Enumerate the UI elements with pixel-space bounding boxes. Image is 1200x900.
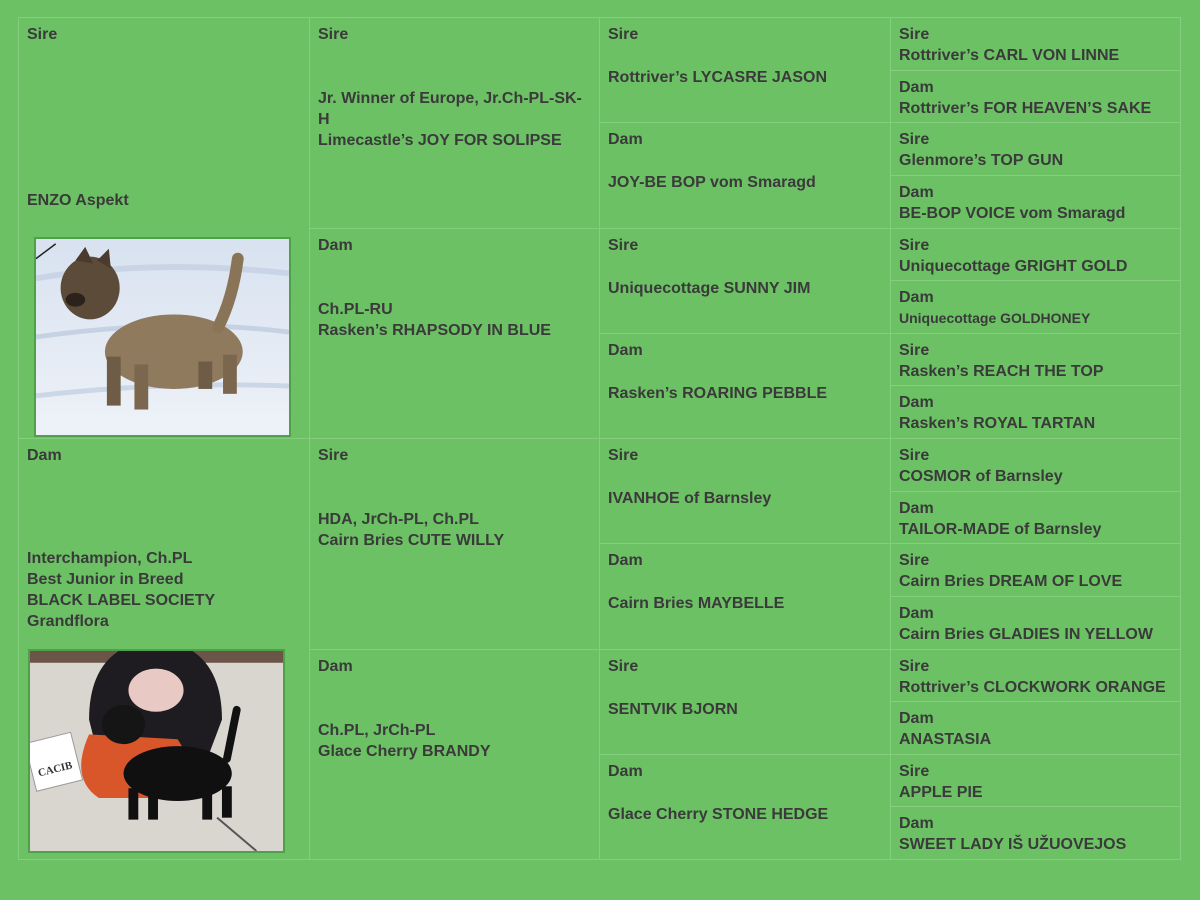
role-label: Sire	[27, 26, 58, 43]
g4-name: ANASTASIA	[899, 731, 992, 749]
role-label: Sire	[899, 447, 930, 464]
role-label: Sire	[318, 447, 349, 464]
g3-dam-cell	[600, 544, 891, 649]
role-label: Dam	[608, 552, 643, 570]
g3-name: Rasken’s ROARING PEBBLE	[608, 384, 828, 402]
role-label: Sire	[899, 762, 930, 780]
g4-name: TAILOR-MADE of Barnsley	[899, 520, 1102, 538]
g4-name: BE-BOP VOICE vom Smaragd	[899, 204, 1126, 222]
g4-name: Rottriver’s CLOCKWORK ORANGE	[899, 678, 1166, 696]
g4-name: Rottriver’s FOR HEAVEN’S SAKE	[899, 99, 1152, 117]
role-label: Dam	[608, 131, 643, 149]
g4-sire-cell	[891, 229, 1181, 282]
dog-on-snow-photo	[36, 239, 289, 435]
g3-sire-cell	[600, 229, 891, 334]
role-label: Sire	[899, 552, 930, 570]
g4-name: Glenmore’s TOP GUN	[899, 152, 1064, 170]
g3-name: Uniquecottage SUNNY JIM	[608, 279, 811, 297]
g4-sire-cell	[891, 439, 1181, 492]
g4-name: APPLE PIE	[899, 783, 983, 801]
role-label: Sire	[899, 236, 930, 254]
g3-name: SENTVIK BJORN	[608, 700, 738, 718]
g2-dam-cell	[310, 650, 600, 861]
g4-name: Cairn Bries GLADIES IN YELLOW	[899, 625, 1153, 643]
role-label: Dam	[608, 341, 643, 359]
role-label: Dam	[318, 657, 353, 675]
role-label: Sire	[899, 131, 930, 149]
role-label: Sire	[899, 341, 930, 359]
sire-cell	[19, 18, 310, 439]
role-label: Dam	[899, 604, 934, 622]
g2-name: Jr. Winner of Europe, Jr.Ch-PL-SK-H Limecastle’s JOY FOR SOLIPSE	[318, 90, 582, 149]
g3-name: Rottriver’s LYCASRE JASON	[608, 69, 828, 86]
role-label: Sire	[608, 236, 639, 254]
g4-name: Uniquecottage GOLDHONEY	[899, 310, 1091, 327]
g3-sire-cell	[600, 650, 891, 755]
role-label: Dam	[899, 78, 934, 96]
g4-name: Rasken’s ROYAL TARTAN	[899, 415, 1096, 433]
role-label: Sire	[899, 657, 930, 675]
g4-sire-cell	[891, 18, 1181, 71]
g4-sire-cell	[891, 334, 1181, 387]
g4-name: Rottriver’s CARL VON LINNE	[899, 47, 1120, 64]
g2-name: HDA, JrCh-PL, Ch.PL Cairn Bries CUTE WILLY	[318, 511, 505, 549]
sire-photo	[34, 237, 291, 437]
g3-sire-cell	[600, 18, 891, 123]
g3-name: IVANHOE of Barnsley	[608, 490, 772, 507]
dog-show-photo	[30, 651, 283, 851]
g3-dam-cell	[600, 755, 891, 860]
g4-name: Rasken’s REACH THE TOP	[899, 362, 1104, 380]
g3-name: Glace Cherry STONE HEDGE	[608, 805, 829, 823]
g4-dam-cell	[891, 176, 1181, 229]
role-label: Dam	[318, 236, 353, 254]
g4-name: Cairn Bries DREAM OF LOVE	[899, 573, 1123, 591]
g4-dam-cell	[891, 71, 1181, 124]
g4-name: COSMOR of Barnsley	[899, 468, 1063, 485]
dam-name: Interchampion, Ch.PL Best Junior in Breed BLACK LABEL SOCIETY Grandflora	[27, 550, 216, 630]
pedigree-table	[18, 17, 1181, 860]
role-label: Sire	[608, 447, 639, 464]
g2-name: Ch.PL-RU Rasken’s RHAPSODY IN BLUE	[318, 300, 551, 339]
g3-sire-cell	[600, 439, 891, 544]
g3-name: JOY-BE BOP vom Smaragd	[608, 174, 816, 192]
role-label: Sire	[608, 26, 639, 43]
role-label: Dam	[899, 289, 934, 307]
g3-dam-cell	[600, 123, 891, 228]
role-label: Dam	[899, 710, 934, 728]
g3-name: Cairn Bries MAYBELLE	[608, 595, 785, 613]
g2-name: Ch.PL, JrCh-PL Glace Cherry BRANDY	[318, 721, 491, 760]
g4-dam-cell	[891, 492, 1181, 545]
g4-name: Uniquecottage GRIGHT GOLD	[899, 257, 1128, 275]
g4-dam-cell	[891, 702, 1181, 755]
g4-sire-cell	[891, 755, 1181, 808]
dam-photo	[28, 649, 285, 853]
g2-sire-cell	[310, 18, 600, 229]
role-label: Sire	[318, 26, 349, 43]
dam-cell	[19, 439, 310, 860]
role-label: Dam	[899, 815, 934, 833]
g4-dam-cell	[891, 386, 1181, 439]
role-label: Sire	[899, 26, 930, 43]
cacib-badge: CACIB	[36, 759, 74, 780]
role-label: Dam	[608, 762, 643, 780]
role-label: Dam	[899, 394, 934, 412]
role-label: Dam	[899, 183, 934, 201]
g4-dam-cell	[891, 281, 1181, 334]
role-label: Sire	[608, 657, 639, 675]
role-label: Dam	[899, 499, 934, 517]
g4-sire-cell	[891, 650, 1181, 703]
g4-sire-cell	[891, 544, 1181, 597]
g3-dam-cell	[600, 334, 891, 439]
role-label: Dam	[27, 447, 62, 464]
g4-sire-cell	[891, 123, 1181, 176]
g2-dam-cell	[310, 229, 600, 440]
g4-dam-cell	[891, 807, 1181, 860]
g4-dam-cell	[891, 597, 1181, 650]
g4-name: SWEET LADY IŠ UŽUOVEJOS	[899, 836, 1127, 854]
g2-sire-cell	[310, 439, 600, 650]
sire-name: ENZO Aspekt	[27, 192, 129, 209]
